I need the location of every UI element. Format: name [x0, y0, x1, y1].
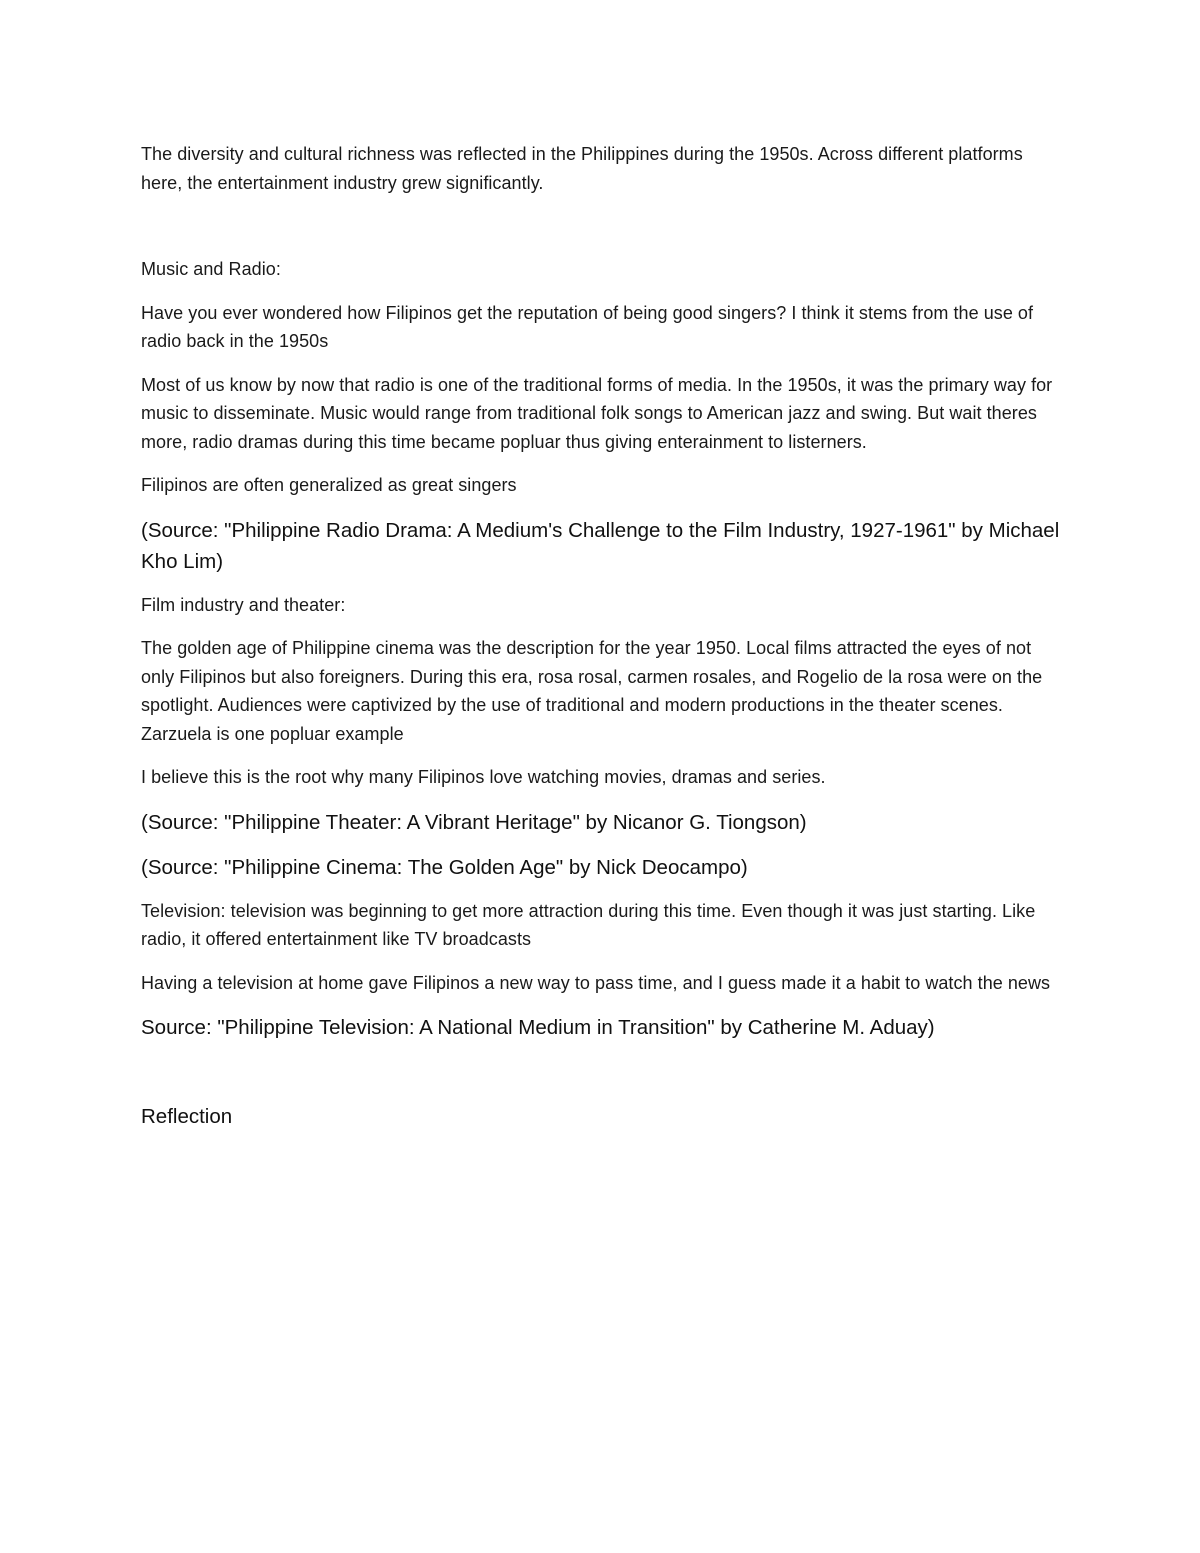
theater-source: (Source: "Philippine Theater: A Vibrant Heritage" by Nicanor G. Tiongson) — [141, 810, 807, 834]
intro-paragraph: The diversity and cultural richness was reflected in the Philippines during the 1950s. Across different platforms here, the entertainment industry grew significantly. — [141, 144, 1023, 193]
film-theater-heading: Film industry and theater: — [141, 594, 346, 615]
film-theater-paragraph-2: I believe this is the root why many Filipinos love watching movies, dramas and series. — [141, 767, 826, 787]
film-theater-paragraph-1: The golden age of Philippine cinema was the description for the year 1950. Local films attracted the eyes of not only Filipinos but also foreigners. During this era, rosa rosal, carmen rosales, and Rogelio de la rosa were on the spotlight. Audiences were captivized by the use of traditional and modern productions in the theater scenes. Zarzuela is one popluar example — [141, 638, 1043, 744]
music-radio-paragraph-1: Have you ever wondered how Filipinos get the reputation of being good singers? I think it stems from the use of radio back in the 1950s — [141, 302, 1034, 351]
television-source: Source: "Philippine Television: A National Medium in Transition" by Catherine M. Aduay) — [141, 1016, 935, 1039]
music-radio-paragraph-3: Filipinos are often generalized as great singers — [141, 475, 517, 495]
television-paragraph-1: Television: television was beginning to get more attraction during this time. Even though it was just starting. Like radio, it offered entertainment like TV broadcasts — [141, 900, 1036, 949]
cinema-source: (Source: "Philippine Cinema: The Golden Age" by Nick Deocampo) — [141, 855, 748, 879]
music-radio-source: (Source: "Philippine Radio Drama: A Medium's Challenge to the Film Industry, 1927-1961" by Michael Kho Lim) — [141, 518, 1060, 573]
music-radio-heading: Music and Radio: — [141, 259, 281, 279]
television-paragraph-2: Having a television at home gave Filipinos a new way to pass time, and I guess made it a habit to watch the news — [141, 972, 1051, 993]
document-body — [141, 140, 1066, 1132]
music-radio-paragraph-2: Most of us know by now that radio is one of the traditional forms of media. In the 1950s, it was the primary way for music to disseminate. Music would range from traditional folk songs to American jazz and swing. But wait theres more, radio dramas during this time became popluar thus giving enterainment to listerners. — [141, 374, 1053, 452]
reflection-heading: Reflection — [141, 1105, 233, 1128]
